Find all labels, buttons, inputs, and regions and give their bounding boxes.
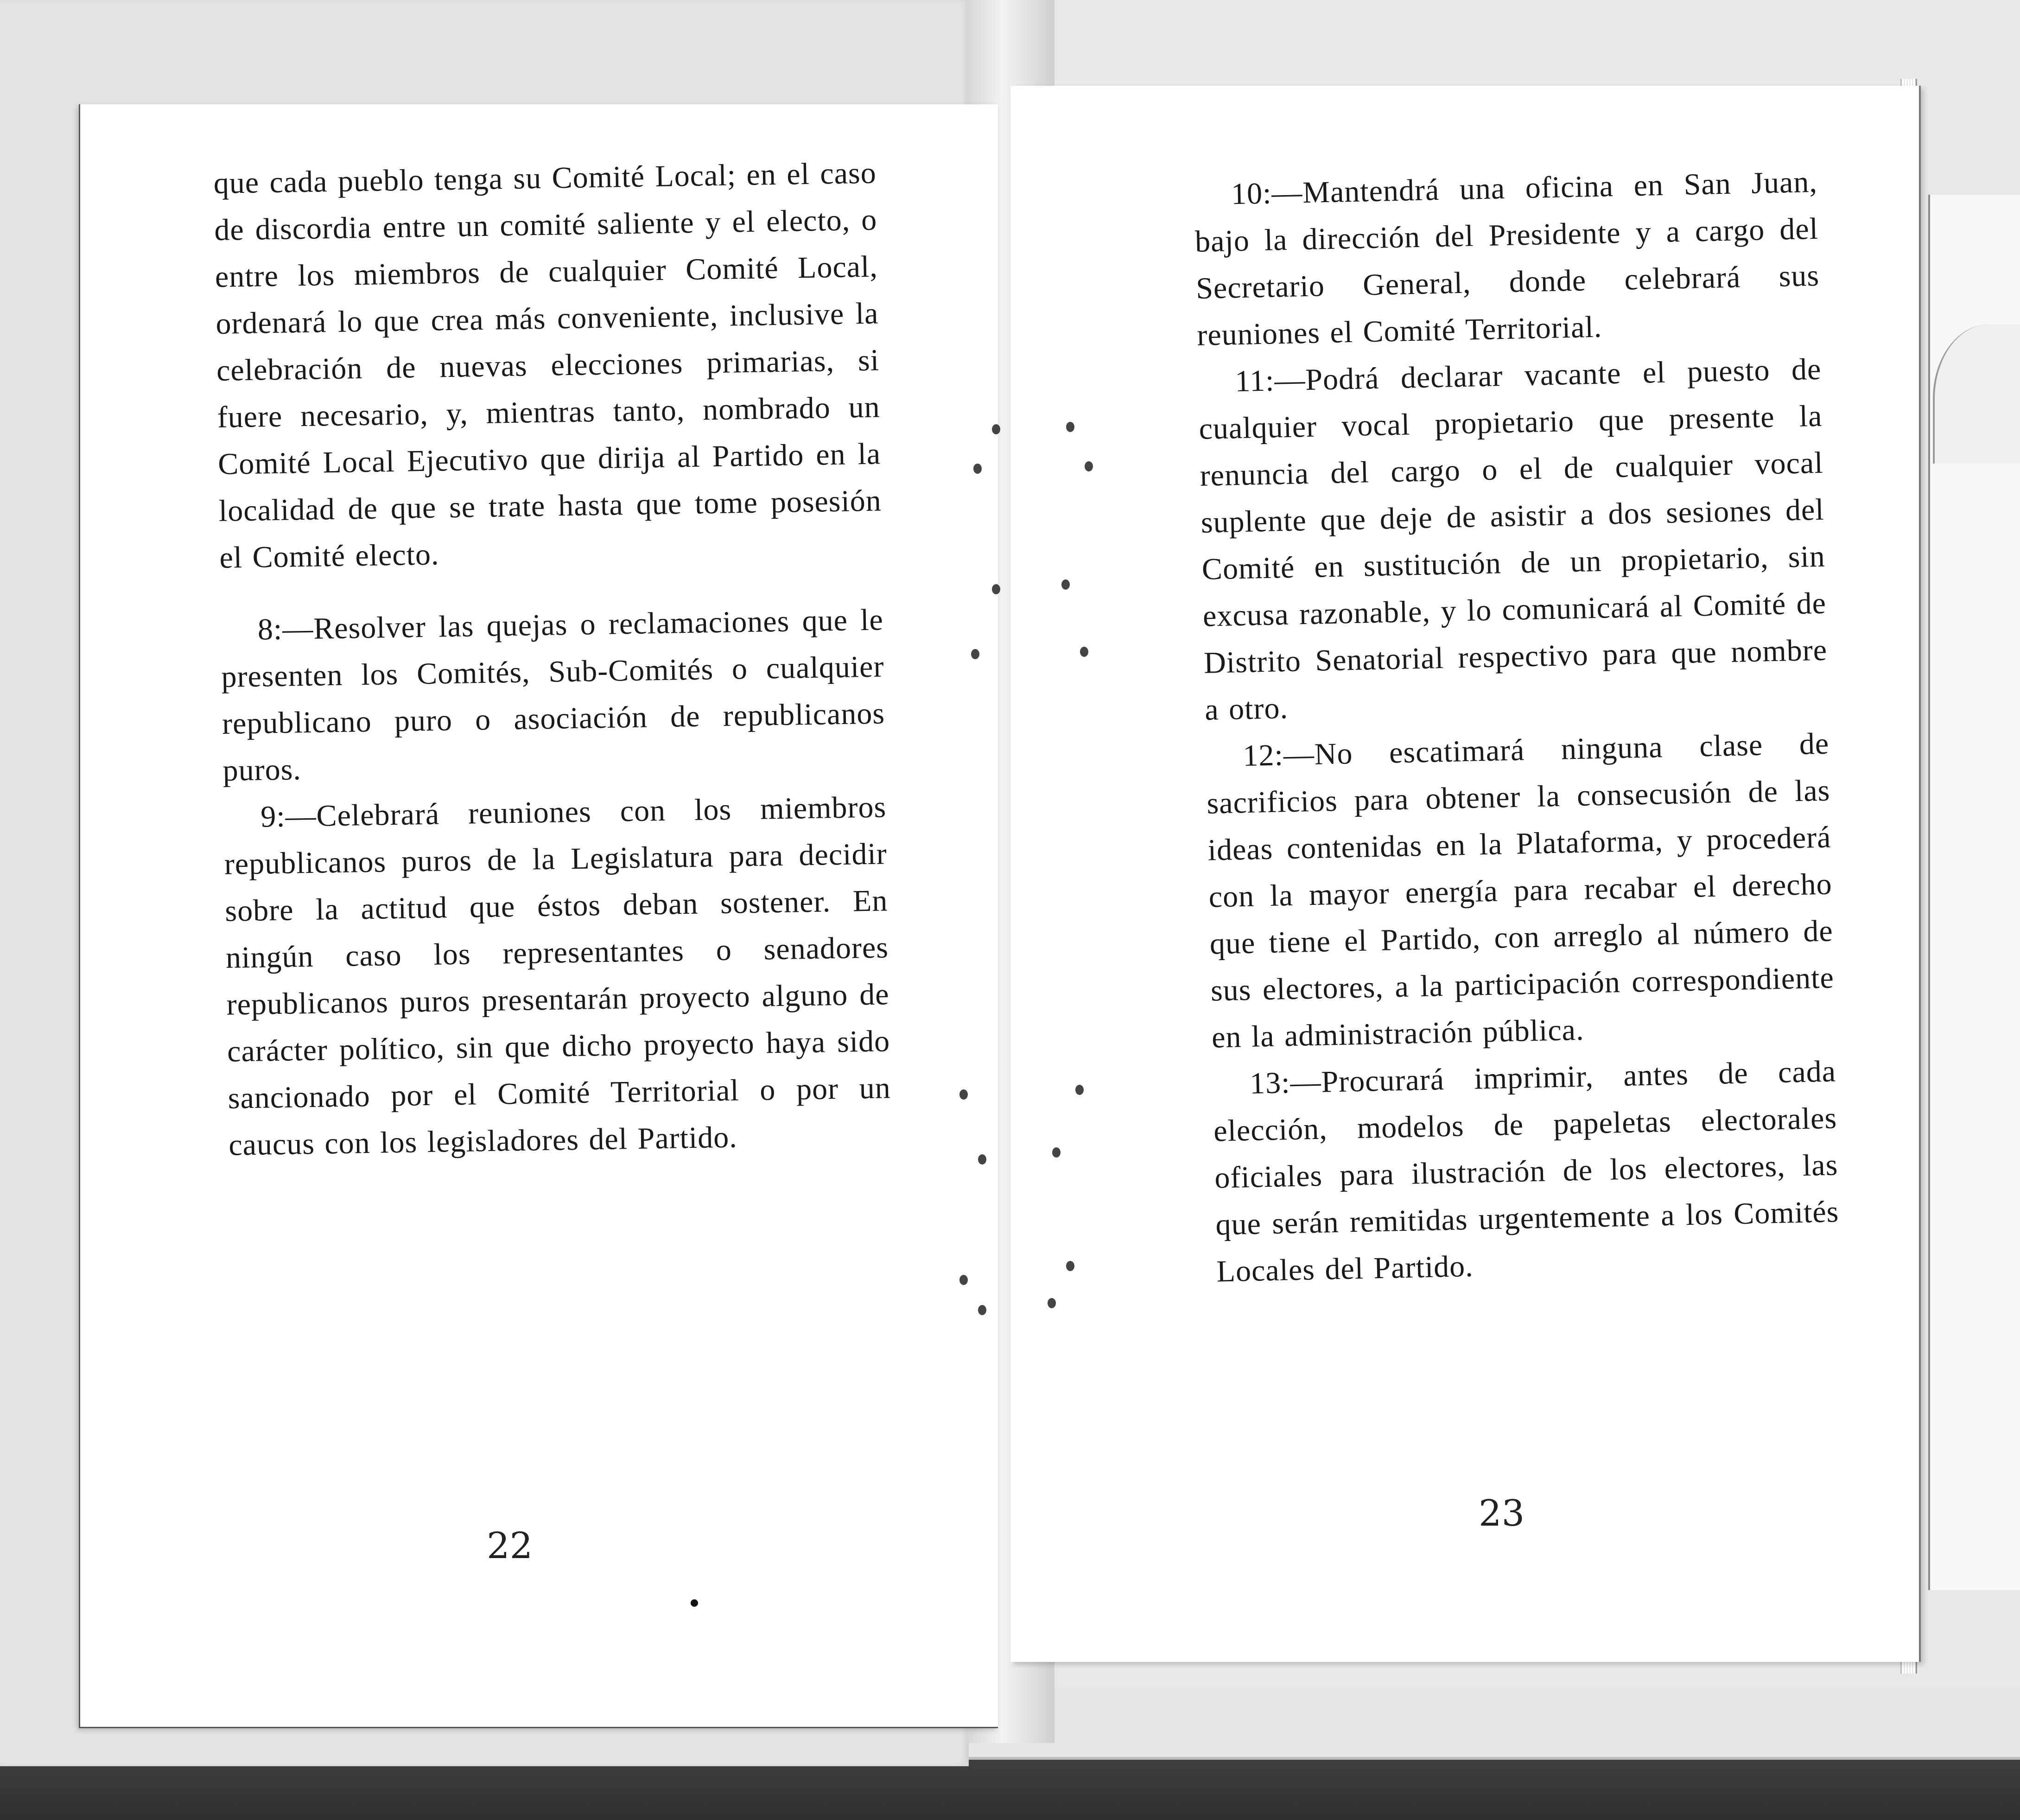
binding-hole	[971, 649, 979, 659]
binding-hole	[1075, 1085, 1084, 1095]
binding-hole	[1066, 422, 1074, 432]
binding-hole	[959, 1275, 968, 1285]
binding-hole	[973, 464, 982, 474]
paragraph: 13:—Procurará imprimir, antes de cada elección, modelos de papeletas electorales oficiales para ilustración de los electores, las que serán remitidas urgentemente a los Comités Locales del Partido.	[1213, 1054, 1840, 1289]
paragraph: 8:—Resolver las quejas o reclamaciones que le presenten los Comités, Sub-Comités o cualquier republicano puro o asociación de republicanos puros.	[221, 603, 885, 788]
binding-hole	[1048, 1298, 1056, 1308]
right-page-text	[1194, 159, 1840, 1295]
binding-hole	[978, 1305, 986, 1315]
binding-hole	[1066, 1261, 1074, 1271]
binding-hole	[1061, 579, 1070, 590]
binding-hole	[978, 1154, 986, 1165]
binding-hole	[992, 584, 1000, 594]
paragraph: que cada pueblo tenga su Comité Local; en el caso de discordia entre un comité saliente y el electo, o entre los miembros de cualquier Comité Local, ordenará lo que crea más conveniente, inclusive la celebración de nuevas elecciones primarias, si fuere necesario, y, mientras tanto, nombrado un Comité Local Ejecutivo que dirija al Partido en la localidad de que se trate hasta que tome posesión el Comité electo.	[213, 156, 882, 575]
paragraph: 9:—Celebrará reuniones con los miembros republicanos puros de la Legislatura para decidir sobre la actitud que éstos deban sostener. En ningún caso los representantes o senadores republicanos puros presentarán proyecto alguno de carácter político, sin que dicho proyecto haya sido sancionado por el Comité Territorial o por un caucus con los legisladores del Partido.	[224, 790, 891, 1162]
page-number: 22	[487, 1525, 533, 1567]
paragraph: 11:—Podrá declarar vacante el puesto de cualquier vocal propietario que presente la renuncia del cargo o el de cualquier vocal suplente que deje de asistir a dos sesiones del Comité en sustitución de un propietario, sin excusa razonable, y lo comunicará al Comité de Distrito Senatorial respectivo para que nombre a otro.	[1198, 352, 1828, 727]
left-page-text	[213, 150, 892, 1169]
binding-hole	[1085, 461, 1093, 471]
ink-dot	[691, 1599, 698, 1607]
binding-hole	[1080, 647, 1088, 657]
paragraph: 12:—No escatimará ninguna clase de sacrificios para obtener la consecusión de las ideas contenidas en la Plataforma, y procederá con la mayor energía para recabar el derecho que tiene el Partido, con arreglo al número de sus electores, a la participación correspondiente en la administración pública.	[1206, 726, 1835, 1055]
binding-hole	[992, 424, 1000, 434]
paragraph: 10:—Mantendrá una oficina en San Juan, bajo la dirección del Presidente y a cargo del Secretario General, donde celebrará sus reuniones el Comité Territorial.	[1194, 165, 1820, 352]
binding-hole	[959, 1089, 968, 1100]
page-number: 23	[1479, 1493, 1525, 1534]
binding-hole	[1052, 1147, 1061, 1158]
